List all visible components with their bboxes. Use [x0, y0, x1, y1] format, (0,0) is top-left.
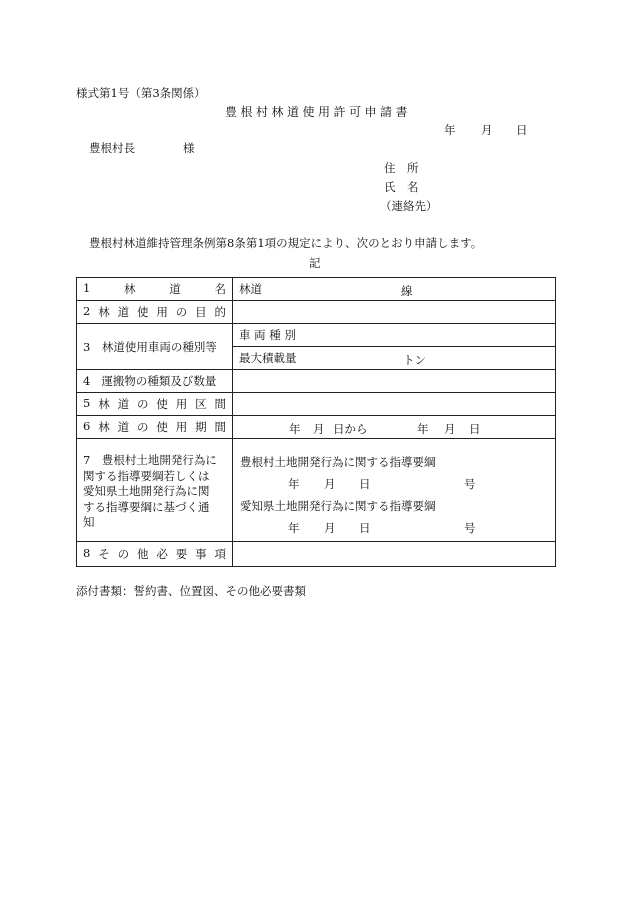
- intro-text: 豊根村林道維持管理条例第8条第1項の規定により、次のとおり申請します。: [89, 236, 483, 250]
- table-row: [77, 416, 556, 439]
- date-month: 月: [481, 123, 493, 137]
- honorific: 様: [183, 141, 195, 155]
- period-month-2: 月: [444, 422, 456, 436]
- purpose-field[interactable]: [233, 301, 556, 324]
- contact-label: （連絡先）: [380, 199, 438, 213]
- application-table: [76, 277, 556, 567]
- row-label-cargo: 4 運搬物の種類及び数量: [77, 370, 233, 393]
- period-year-2: 年: [417, 422, 429, 436]
- notification-ref-2-number: 号: [464, 521, 476, 535]
- row-label-purpose: 2 林 道 使 用 の 目 的: [77, 301, 233, 324]
- notification-ref-1-month: 月: [324, 477, 336, 491]
- notification-ref-2: 愛知県土地開発行為に関する指導要綱: [240, 499, 436, 513]
- table-row: [77, 370, 556, 393]
- table-row: [77, 439, 556, 542]
- notification-ref-1: 豊根村土地開発行為に関する指導要綱: [240, 455, 436, 469]
- section-field[interactable]: [233, 393, 556, 416]
- forest-road-prefix: 林道: [239, 282, 262, 296]
- period-day-2: 日: [469, 422, 481, 436]
- notification-ref-1-year: 年: [288, 477, 300, 491]
- ki-heading: 記: [309, 256, 321, 270]
- attachments-note: 添付書類：誓約書、位置図、その他必要書類: [76, 584, 306, 598]
- page-title: 豊根村林道使用許可申請書: [225, 105, 412, 119]
- addressee: 豊根村長: [89, 141, 135, 155]
- other-field[interactable]: [233, 542, 556, 567]
- table-row: [77, 542, 556, 567]
- table-row: [77, 278, 556, 301]
- name-label: 氏 名: [384, 180, 419, 194]
- max-load-field[interactable]: [233, 347, 556, 370]
- date-day: 日: [516, 123, 528, 137]
- vehicle-type-label: 車 両 種 別: [239, 328, 296, 342]
- row-label-other: 8 そ の 他 必 要 事 項: [77, 542, 233, 567]
- table-row: [77, 393, 556, 416]
- row-label-vehicle-type: 3 林道使用車両の種別等: [77, 324, 233, 370]
- period-day-from: 日から: [333, 422, 368, 436]
- notification-ref-2-year: 年: [288, 521, 300, 535]
- forest-road-name-field[interactable]: [233, 278, 556, 301]
- address-label: 住 所: [384, 161, 419, 175]
- cargo-field[interactable]: [233, 370, 556, 393]
- form-number: 様式第1号（第3条関係）: [76, 86, 206, 100]
- table-row: [77, 324, 556, 347]
- vehicle-type-field[interactable]: [233, 324, 556, 347]
- notification-ref-1-day: 日: [359, 477, 371, 491]
- row-label-period: 6 林 道 の 使 用 期 間: [77, 416, 233, 439]
- notification-field[interactable]: [233, 439, 556, 542]
- period-field[interactable]: [233, 416, 556, 439]
- forest-road-suffix: 線: [401, 284, 413, 298]
- notification-ref-2-month: 月: [324, 521, 336, 535]
- notification-ref-2-day: 日: [359, 521, 371, 535]
- max-load-unit: トン: [403, 353, 426, 367]
- row-label-forest-road-name: 1 林 道 名: [77, 278, 233, 301]
- period-year: 年: [289, 422, 301, 436]
- date-year: 年: [444, 123, 456, 137]
- row-label-notification: 7 豊根村土地開発行為に 関する指導要綱若しくは 愛知県土地開発行為に関 する指導要綱に基づく通 知: [77, 439, 233, 542]
- max-load-label: 最大積載量: [239, 351, 297, 365]
- row-label-section: 5 林 道 の 使 用 区 間: [77, 393, 233, 416]
- period-month: 月: [313, 422, 325, 436]
- table-row: [77, 301, 556, 324]
- notification-ref-1-number: 号: [464, 477, 476, 491]
